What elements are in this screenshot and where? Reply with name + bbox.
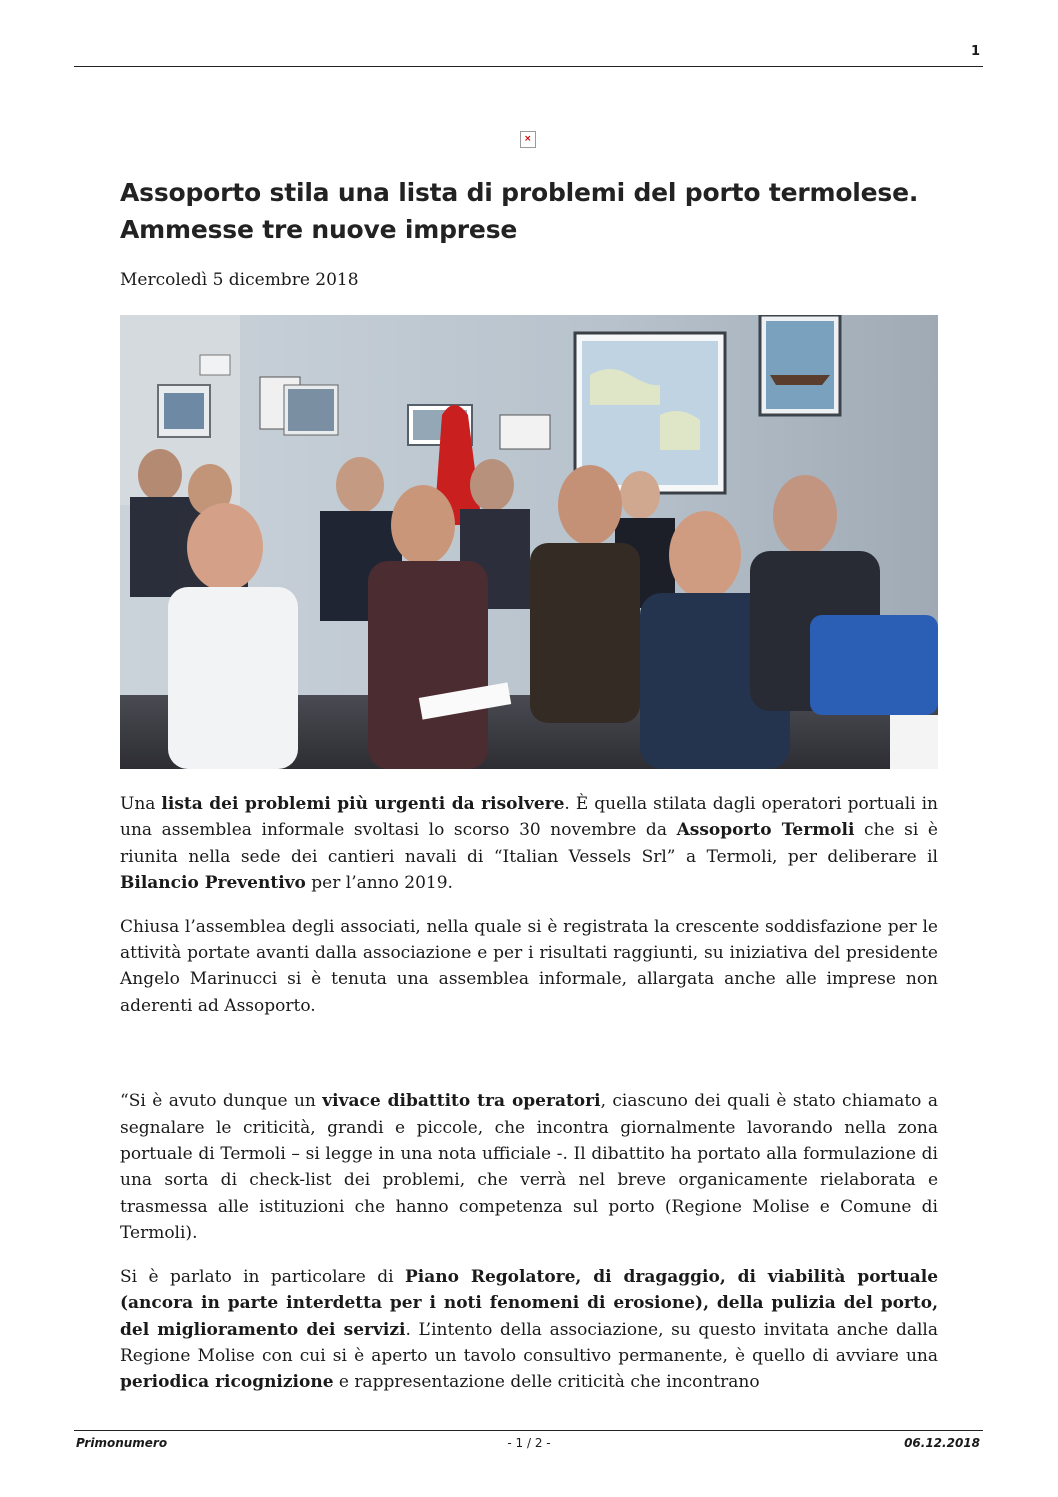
article-title: Assoporto stila una lista di problemi del porto termolese. Ammesse tre nuove imprese <box>120 178 919 244</box>
header-rule <box>74 66 983 67</box>
text-run: per l’anno 2019. <box>305 873 453 894</box>
bold-text: periodica ricognizione <box>120 1372 334 1393</box>
footer-date: 06.12.2018 <box>904 1436 980 1450</box>
text-run: . È quella stilata dagli operatori portuali in una assemblea informale svoltasi lo scorso 30 novembre da <box>120 794 938 841</box>
text-run: che si è riunita nella sede dei cantieri navali di “Italian Vessels Srl” a Termoli, per deliberare il <box>120 820 938 867</box>
text-run: , ciascuno dei quali è stato chiamato a segnalare le criticità, grandi e piccole, che incontra giornalmente lavorando nella zona portuale di Termoli – si legge in una nota ufficiale -. Il dibattito ha portato alla formulazione di una sorta di check-list dei problemi, che verrà nel breve organicamente rielaborata e trasmessa alle istituzioni che hanno competenza sul porto (Regione Molise e Comune di Termoli). <box>120 1091 938 1244</box>
text-run: Chiusa l’assemblea degli associati, nella quale si è registrata la crescente soddisfazione per le attività portate avanti dalla associazione e per i risultati raggiunti, su iniziativa del presidente Angelo Marinucci si è tenuta una assemblea informale, allargata anche alle imprese non aderenti ad Assoporto. <box>120 916 938 1016</box>
bold-text: lista dei problemi più urgenti da risolvere <box>161 794 565 814</box>
article-date: Mercoledì 5 dicembre 2018 <box>120 270 359 290</box>
text-run: “Si è avuto dunque un <box>120 1091 323 1112</box>
article-paragraph <box>120 1264 938 1396</box>
broken-image-icon <box>520 131 536 148</box>
broken-image-glyph: × <box>524 134 532 144</box>
text-run: Una <box>120 794 162 814</box>
footer-rule <box>74 1430 983 1431</box>
bold-text: vivace dibattito tra operatori <box>322 1091 601 1112</box>
article-paragraph <box>120 791 938 897</box>
article-body <box>120 791 938 1396</box>
footer-pagination: - 1 / 2 - <box>507 1436 551 1450</box>
bold-text: Bilancio Preventivo <box>120 873 306 894</box>
page-number: 1 <box>970 44 980 59</box>
article-paragraph <box>120 1088 938 1246</box>
bold-text: Assoporto Termoli <box>676 820 855 841</box>
footer-source: Primonumero <box>76 1436 168 1450</box>
article-paragraph <box>120 914 938 1020</box>
bold-text: Piano Regolatore, di dragaggio, di viabilità portuale (ancora in parte interdetta per i noti fenomeni di erosione), della pulizia del porto, del miglioramento dei servizi <box>120 1266 939 1340</box>
meeting-photo <box>120 315 938 769</box>
text-run: . L’intento della associazione, su questo invitata anche dalla Regione Molise con cui si è aperto un tavolo consultivo permanente, è quello di avviare una <box>120 1319 938 1366</box>
text-run: e rappresentazione delle criticità che incontrano <box>333 1372 760 1393</box>
text-run: Si è parlato in particolare di <box>120 1266 405 1287</box>
